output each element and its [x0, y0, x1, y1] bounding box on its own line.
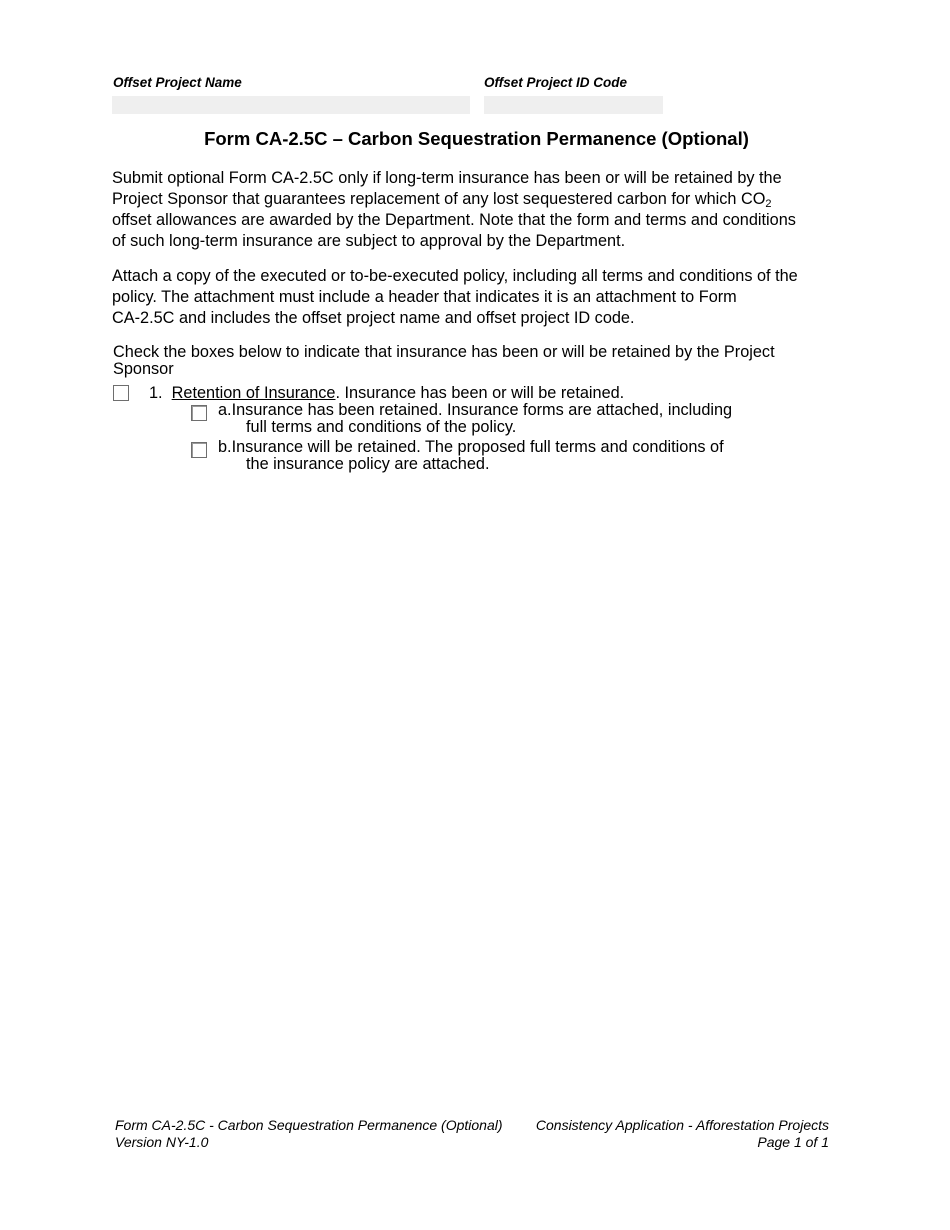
attachment-paragraph [112, 266, 798, 329]
form-title: Form CA-2.5C – Carbon Sequestration Permanence (Optional) [204, 128, 749, 149]
subscript-2: 2 [765, 198, 772, 210]
instructions-line-1: Check the boxes below to indicate that insurance has been or will be retained by the Project [113, 343, 775, 361]
item-b-line-1: b.Insurance will be retained. The proposed full terms and conditions of [218, 438, 724, 456]
item-1-heading: Retention of Insurance [171, 384, 336, 402]
item-1-text [149, 385, 624, 402]
item-a-line-1: a.Insurance has been retained. Insurance forms are attached, including [218, 401, 733, 419]
attachment-line-2: policy. The attachment must include a header that indicates it is an attachment to Form [112, 288, 737, 306]
intro-line-4: of such long-term insurance are subject to approval by the Department. [112, 232, 626, 250]
item-a-marker: a. [218, 401, 232, 419]
project-id-input[interactable] [484, 96, 663, 114]
item-a-line-2: full terms and conditions of the policy. [246, 418, 517, 436]
footer-page-number: Page 1 of 1 [757, 1134, 829, 1150]
attachment-line-1: Attach a copy of the executed or to-be-executed policy, including all terms and conditions of the [112, 267, 798, 285]
intro-paragraph [112, 168, 796, 252]
project-id-label: Offset Project ID Code [484, 75, 628, 90]
intro-line-1: Submit optional Form CA-2.5C only if long-term insurance has been or will be retained by the [112, 169, 782, 187]
project-name-label: Offset Project Name [113, 75, 242, 90]
item-1-number: 1. [149, 384, 163, 402]
item-b-line-2: the insurance policy are attached. [246, 455, 490, 473]
attachment-line-3: CA-2.5C and includes the offset project name and offset project ID code. [112, 309, 635, 327]
item-1-description: . Insurance has been or will be retained. [335, 384, 625, 402]
intro-line-3: offset allowances are awarded by the Department. Note that the form and terms and conditions [112, 211, 796, 229]
footer-form-name: Form CA-2.5C - Carbon Sequestration Permanence (Optional) [115, 1117, 503, 1133]
footer-version: Version NY-1.0 [115, 1134, 209, 1150]
footer-application: Consistency Application - Afforestation Projects [535, 1117, 829, 1133]
intro-line-2: Project Sponsor that guarantees replacement of any lost sequestered carbon for which $CO_2$ [112, 190, 772, 210]
item-b-marker: b. [218, 438, 232, 456]
insurance-retained-checkbox[interactable] [191, 405, 207, 421]
project-name-input[interactable] [112, 96, 470, 114]
footer-right [536, 1117, 829, 1151]
retention-of-insurance-checkbox[interactable] [113, 385, 129, 401]
instructions-line-2: Sponsor [113, 360, 174, 378]
insurance-will-be-retained-checkbox[interactable] [191, 442, 207, 458]
footer-left [115, 1117, 503, 1151]
instructions [113, 344, 775, 378]
